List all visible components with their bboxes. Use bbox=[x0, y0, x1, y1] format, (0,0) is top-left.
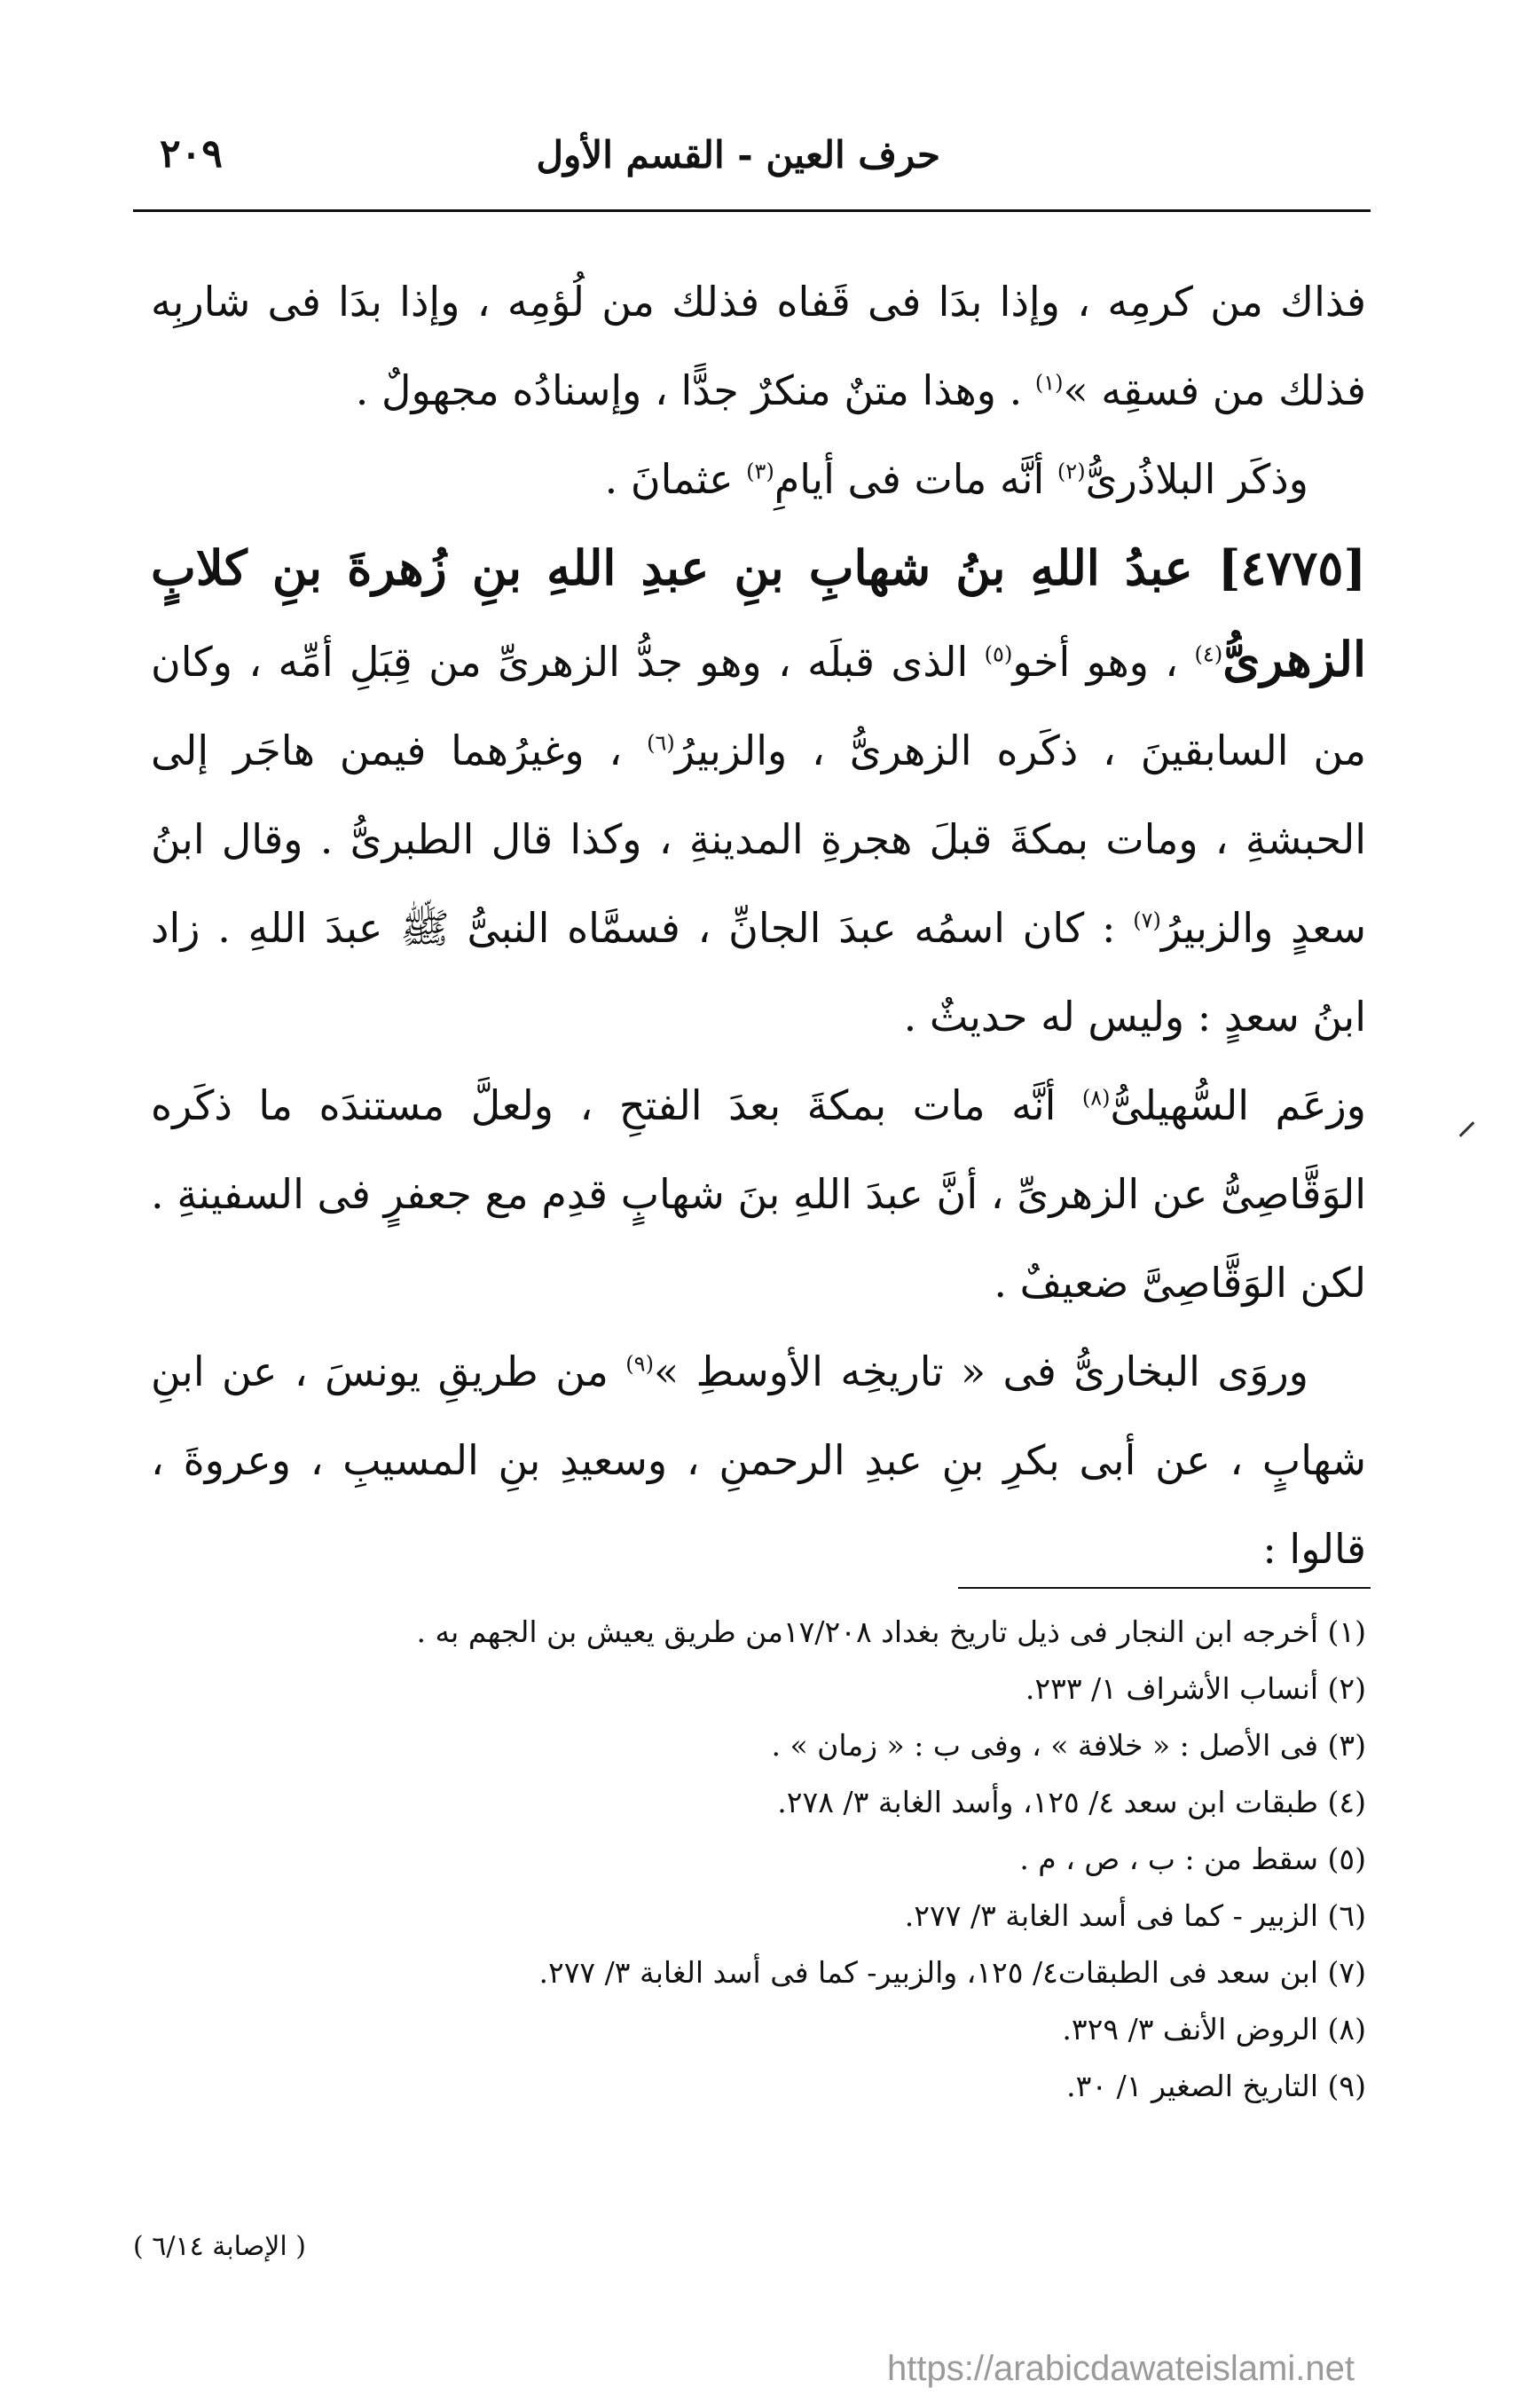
footnote-ref-7: (٧) bbox=[1133, 907, 1161, 933]
footnote-3: (٣) فى الأصل : « خلافة » ، وفى ب : « زمان » . bbox=[771, 1728, 1366, 1763]
text-run: الذى قبلَه ، وهو جدُّ الزهرىِّ من قِبَلِ أمِّه ، وكان من السابقينَ ، ذكَره الزهرىُّ ، والزبيرُ bbox=[151, 638, 1367, 774]
footnote-ref-8: (٨) bbox=[1081, 1085, 1111, 1111]
paragraph-2 bbox=[151, 435, 1366, 523]
printer-signature: ( الإصابة ٦/١٤ ) bbox=[133, 2231, 306, 2262]
footnote-ref-3: (٣) bbox=[746, 459, 774, 484]
text-run: أنَّه مات فى أيامِ bbox=[774, 455, 1057, 503]
footnote-ref-2: (٢) bbox=[1057, 459, 1086, 484]
text-run: وروَى البخارىُّ فى « تاريخِه الأوسطِ » bbox=[653, 1347, 1308, 1395]
text-run: فذاك من كرمِه ، وإذا بدَا فى قَفاه فذلك من لُؤمِه ، وإذا بدَا فى شاربِه فذلك من فسقِه » bbox=[151, 278, 1366, 414]
page-number: ٢٠٩ bbox=[160, 131, 223, 177]
text-run: وذكَر البلاذُرىُّ bbox=[1085, 455, 1308, 503]
entry-title: [٤٧٧٥] عبدُ اللهِ بنُ شهابِ بنِ عبدِ اللهِ بنِ زُهرةَ بنِ كلابٍ الزهرىُّ bbox=[151, 539, 1366, 687]
margin-mark bbox=[1459, 1121, 1475, 1137]
watermark-url: https://arabicdawateislami.net bbox=[887, 2349, 1355, 2388]
paragraph-4 bbox=[151, 1327, 1366, 1593]
paragraph-1 bbox=[151, 257, 1366, 435]
footnote-4: (٤) طبقات ابن سعد ٤/ ١٢٥، وأسد الغابة ٣/ ٢٧٨. bbox=[777, 1785, 1366, 1819]
footnote-ref-6: (٦) bbox=[647, 730, 675, 756]
text-run: ، وهو أخو bbox=[1012, 638, 1195, 686]
text-run: أنَّه مات بمكةَ بعدَ الفتحِ ، ولعلَّ مستندَه ما ذكَره الوَقَّاصِىُّ عن الزهرىِّ ، أنَّ عبدَ اللهِ بنَ شهابٍ قدِم مع جعفرٍ فى السفينةِ . لكن الوَقَّاصِىَّ ضعيفٌ . bbox=[151, 1081, 1366, 1307]
text-run: ، وغيرُهما فيمن هاجَر إلى الحبشةِ ، ومات بمكةَ قبلَ هجرةِ المدينةِ ، وكذا قال الطبرىُّ . وقال ابنُ سعدٍ والزبيرُ bbox=[151, 727, 1366, 952]
text-run: عثمانَ . bbox=[604, 455, 747, 503]
running-header bbox=[142, 124, 1366, 195]
footnote-6: (٦) الزبير - كما فى أسد الغابة ٣/ ٢٧٧. bbox=[904, 1898, 1366, 1933]
paragraph-3 bbox=[151, 1061, 1366, 1327]
footnote-2: (٢) أنساب الأشراف ١/ ٢٣٣. bbox=[1025, 1671, 1366, 1706]
text-run: . وهذا متنٌ منكرٌ جدًّا ، وإسنادُه مجهولٌ . bbox=[355, 366, 1035, 414]
footnote-ref-5: (٥) bbox=[984, 641, 1013, 667]
text-run: : كان اسمُه عبدَ الجانِّ ، فسمَّاه النبىُّ ﷺ عبدَ اللهِ . زاد ابنُ سعدٍ : وليس له حديثٌ . bbox=[151, 904, 1366, 1041]
footnote-8: (٨) الروض الأنف ٣/ ٣٢٩. bbox=[1062, 2012, 1366, 2047]
text-run: من طريقِ يونسَ ، عن ابنِ شهابٍ ، عن أبى بكرِ بنِ عبدِ الرحمنِ ، وسعيدِ بنِ المسيبِ ، وعروةَ ، قالوا : bbox=[151, 1347, 1366, 1573]
footnote-5: (٥) سقط من : ب ، ص ، م . bbox=[1019, 1842, 1366, 1876]
footnote-ref-1: (١) bbox=[1034, 370, 1064, 396]
footnotes bbox=[151, 1604, 1366, 2115]
footnote-7: (٧) ابن سعد فى الطبقات٤/ ١٢٥، والزبير- كما فى أسد الغابة ٣/ ٢٧٧. bbox=[538, 1955, 1366, 1990]
footnote-rule bbox=[958, 1587, 1371, 1589]
header-title: حرف العين - القسم الأول bbox=[536, 133, 940, 177]
main-text bbox=[151, 257, 1366, 1593]
header-rule bbox=[133, 209, 1371, 212]
footnote-9: (٩) التاريخ الصغير ١/ ٣٠. bbox=[1066, 2069, 1366, 2103]
entry-4775 bbox=[151, 523, 1366, 1061]
footnote-1: (١) أخرجه ابن النجار فى ذيل تاريخ بغداد ١٧/٢٠٨من طريق يعيش بن الجهم به . bbox=[416, 1614, 1366, 1649]
footnote-ref-9: (٩) bbox=[625, 1351, 654, 1377]
text-run: وزعَم السُّهيلىُّ bbox=[1110, 1081, 1366, 1129]
footnote-ref-4: (٤) bbox=[1194, 641, 1223, 667]
